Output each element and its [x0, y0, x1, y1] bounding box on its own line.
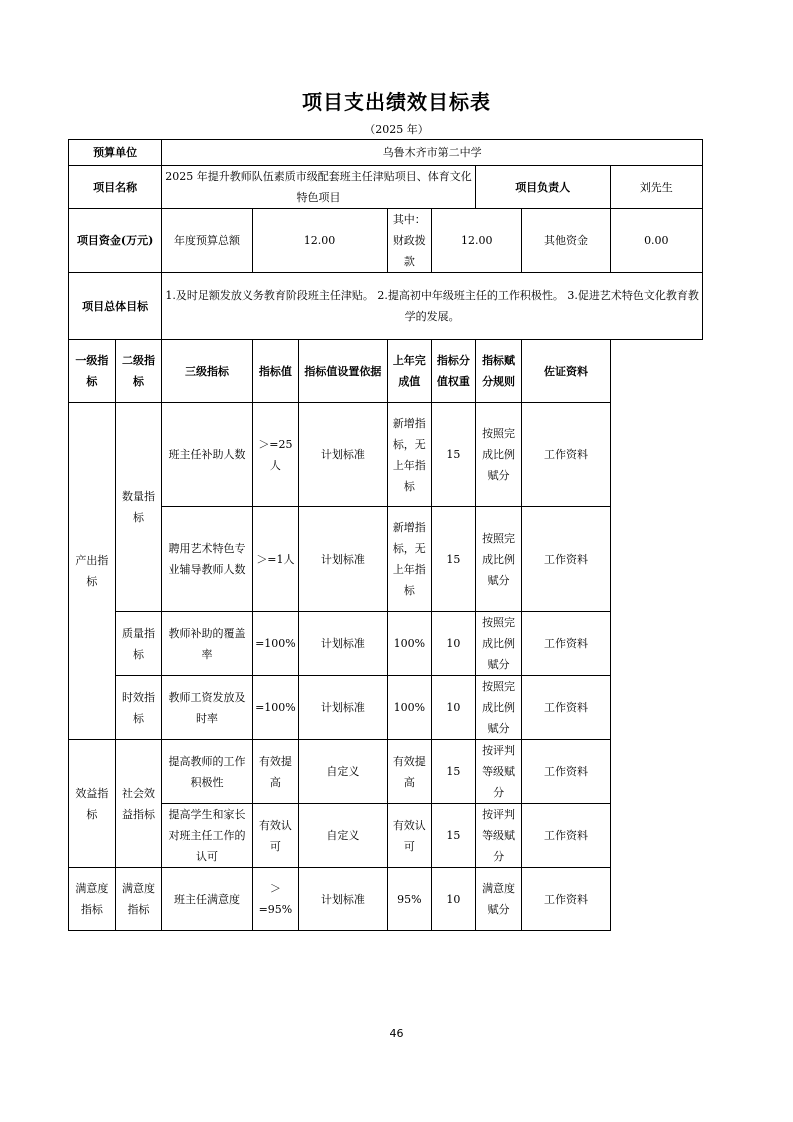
indicator-basis: 计划标准 — [299, 507, 387, 612]
indicator-basis: 计划标准 — [299, 612, 387, 676]
header-level1: 一级指标 — [69, 340, 116, 403]
group-output: 产出指标 — [69, 403, 116, 740]
indicator-basis: 计划标准 — [299, 403, 387, 507]
indicator-weight: 10 — [432, 676, 476, 740]
project-owner-value: 刘先生 — [610, 166, 702, 209]
project-name-value: 2025 年提升教师队伍素质市级配套班主任津贴项目、体育文化特色项目 — [162, 166, 475, 209]
indicator-value: ＞=1人 — [252, 507, 299, 612]
goal-text: 1.及时足额发放义务教育阶段班主任津贴。 2.提高初中年级班主任的工作积极性。 3.促进艺术特色文化教育教学的发展。 — [162, 273, 703, 340]
other-funds-value: 0.00 — [610, 209, 702, 273]
goal-label: 项目总体目标 — [69, 273, 162, 340]
page-title: 项目支出绩效目标表 — [302, 90, 491, 114]
indicator-evidence: 工作资料 — [522, 612, 610, 676]
funds-label: 项目资金(万元) — [69, 209, 162, 273]
project-name-row — [69, 166, 703, 209]
indicator-value: ＞=95% — [252, 868, 299, 931]
budget-unit-label: 预算单位 — [69, 140, 162, 166]
subgroup-social: 社会效益指标 — [115, 740, 162, 868]
subgroup-timeliness: 时效指标 — [115, 676, 162, 740]
indicator-weight: 10 — [432, 612, 476, 676]
budget-unit-row — [69, 140, 703, 166]
indicator-rule: 按照完成比例赋分 — [475, 612, 522, 676]
table-row — [69, 804, 703, 868]
indicator-last-year: 有效提高 — [387, 740, 432, 804]
indicator-value: =100% — [252, 676, 299, 740]
budget-unit-value: 乌鲁木齐市第二中学 — [162, 140, 703, 166]
indicator-basis: 自定义 — [299, 740, 387, 804]
fiscal-allocation-label: 其中：财政拨款 — [387, 209, 432, 273]
header-rule: 指标赋分规则 — [475, 340, 522, 403]
indicator-weight: 15 — [432, 507, 476, 612]
indicator-evidence: 工作资料 — [522, 676, 610, 740]
annual-budget-label: 年度预算总额 — [162, 209, 252, 273]
indicator-rule: 按评判等级赋分 — [475, 740, 522, 804]
indicator-evidence: 工作资料 — [522, 507, 610, 612]
indicator-weight: 15 — [432, 804, 476, 868]
indicator-value: ＞=25人 — [252, 403, 299, 507]
indicator-value: 有效认可 — [252, 804, 299, 868]
indicator-basis: 计划标准 — [299, 676, 387, 740]
indicator-last-year: 100% — [387, 612, 432, 676]
table-row — [69, 612, 703, 676]
header-evidence: 佐证资料 — [522, 340, 610, 403]
indicator-weight: 15 — [432, 740, 476, 804]
header-weight: 指标分值权重 — [432, 340, 476, 403]
indicator-value: 有效提高 — [252, 740, 299, 804]
indicator-rule: 满意度赋分 — [475, 868, 522, 931]
funds-row — [69, 209, 703, 273]
table-row — [69, 403, 703, 507]
header-row — [69, 340, 703, 403]
indicator-weight: 10 — [432, 868, 476, 931]
indicator-basis: 自定义 — [299, 804, 387, 868]
indicator-last-year: 有效认可 — [387, 804, 432, 868]
indicator-value: =100% — [252, 612, 299, 676]
performance-table — [68, 139, 703, 931]
indicator-evidence: 工作资料 — [522, 868, 610, 931]
indicator-evidence: 工作资料 — [522, 403, 610, 507]
goal-row — [69, 273, 703, 340]
year-label: （2025 年） — [364, 123, 429, 136]
indicator-basis: 计划标准 — [299, 868, 387, 931]
header-last-year: 上年完成值 — [387, 340, 432, 403]
group-satisfaction: 满意度指标 — [69, 868, 116, 931]
indicator-name: 教师补助的覆盖率 — [162, 612, 252, 676]
table-row — [69, 676, 703, 740]
other-funds-label: 其他资金 — [522, 209, 610, 273]
indicator-evidence: 工作资料 — [522, 804, 610, 868]
table-row — [69, 507, 703, 612]
indicator-rule: 按照完成比例赋分 — [475, 676, 522, 740]
indicator-rule: 按照完成比例赋分 — [475, 403, 522, 507]
indicator-last-year: 95% — [387, 868, 432, 931]
indicator-last-year: 新增指标，无上年指标 — [387, 403, 432, 507]
header-basis: 指标值设置依据 — [299, 340, 387, 403]
indicator-name: 提高学生和家长对班主任工作的认可 — [162, 804, 252, 868]
indicator-name: 班主任补助人数 — [162, 403, 252, 507]
indicator-rule: 按评判等级赋分 — [475, 804, 522, 868]
annual-budget-value: 12.00 — [252, 209, 387, 273]
page-number: 46 — [389, 1027, 404, 1040]
indicator-name: 班主任满意度 — [162, 868, 252, 931]
table-row — [69, 868, 703, 931]
subgroup-quantity: 数量指标 — [115, 403, 162, 612]
fiscal-allocation-value: 12.00 — [432, 209, 522, 273]
indicator-rule: 按照完成比例赋分 — [475, 507, 522, 612]
project-owner-label: 项目负责人 — [475, 166, 610, 209]
header-level3: 三级指标 — [162, 340, 252, 403]
indicator-last-year: 100% — [387, 676, 432, 740]
subgroup-quality: 质量指标 — [115, 612, 162, 676]
header-level2: 二级指标 — [115, 340, 162, 403]
project-name-label: 项目名称 — [69, 166, 162, 209]
indicator-name: 教师工资发放及时率 — [162, 676, 252, 740]
header-value: 指标值 — [252, 340, 299, 403]
table-row — [69, 740, 703, 804]
indicator-weight: 15 — [432, 403, 476, 507]
indicator-name: 提高教师的工作积极性 — [162, 740, 252, 804]
indicator-name: 聘用艺术特色专业辅导教师人数 — [162, 507, 252, 612]
group-benefit: 效益指标 — [69, 740, 116, 868]
indicator-evidence: 工作资料 — [522, 740, 610, 804]
indicator-last-year: 新增指标，无上年指标 — [387, 507, 432, 612]
subgroup-satisfaction: 满意度指标 — [115, 868, 162, 931]
